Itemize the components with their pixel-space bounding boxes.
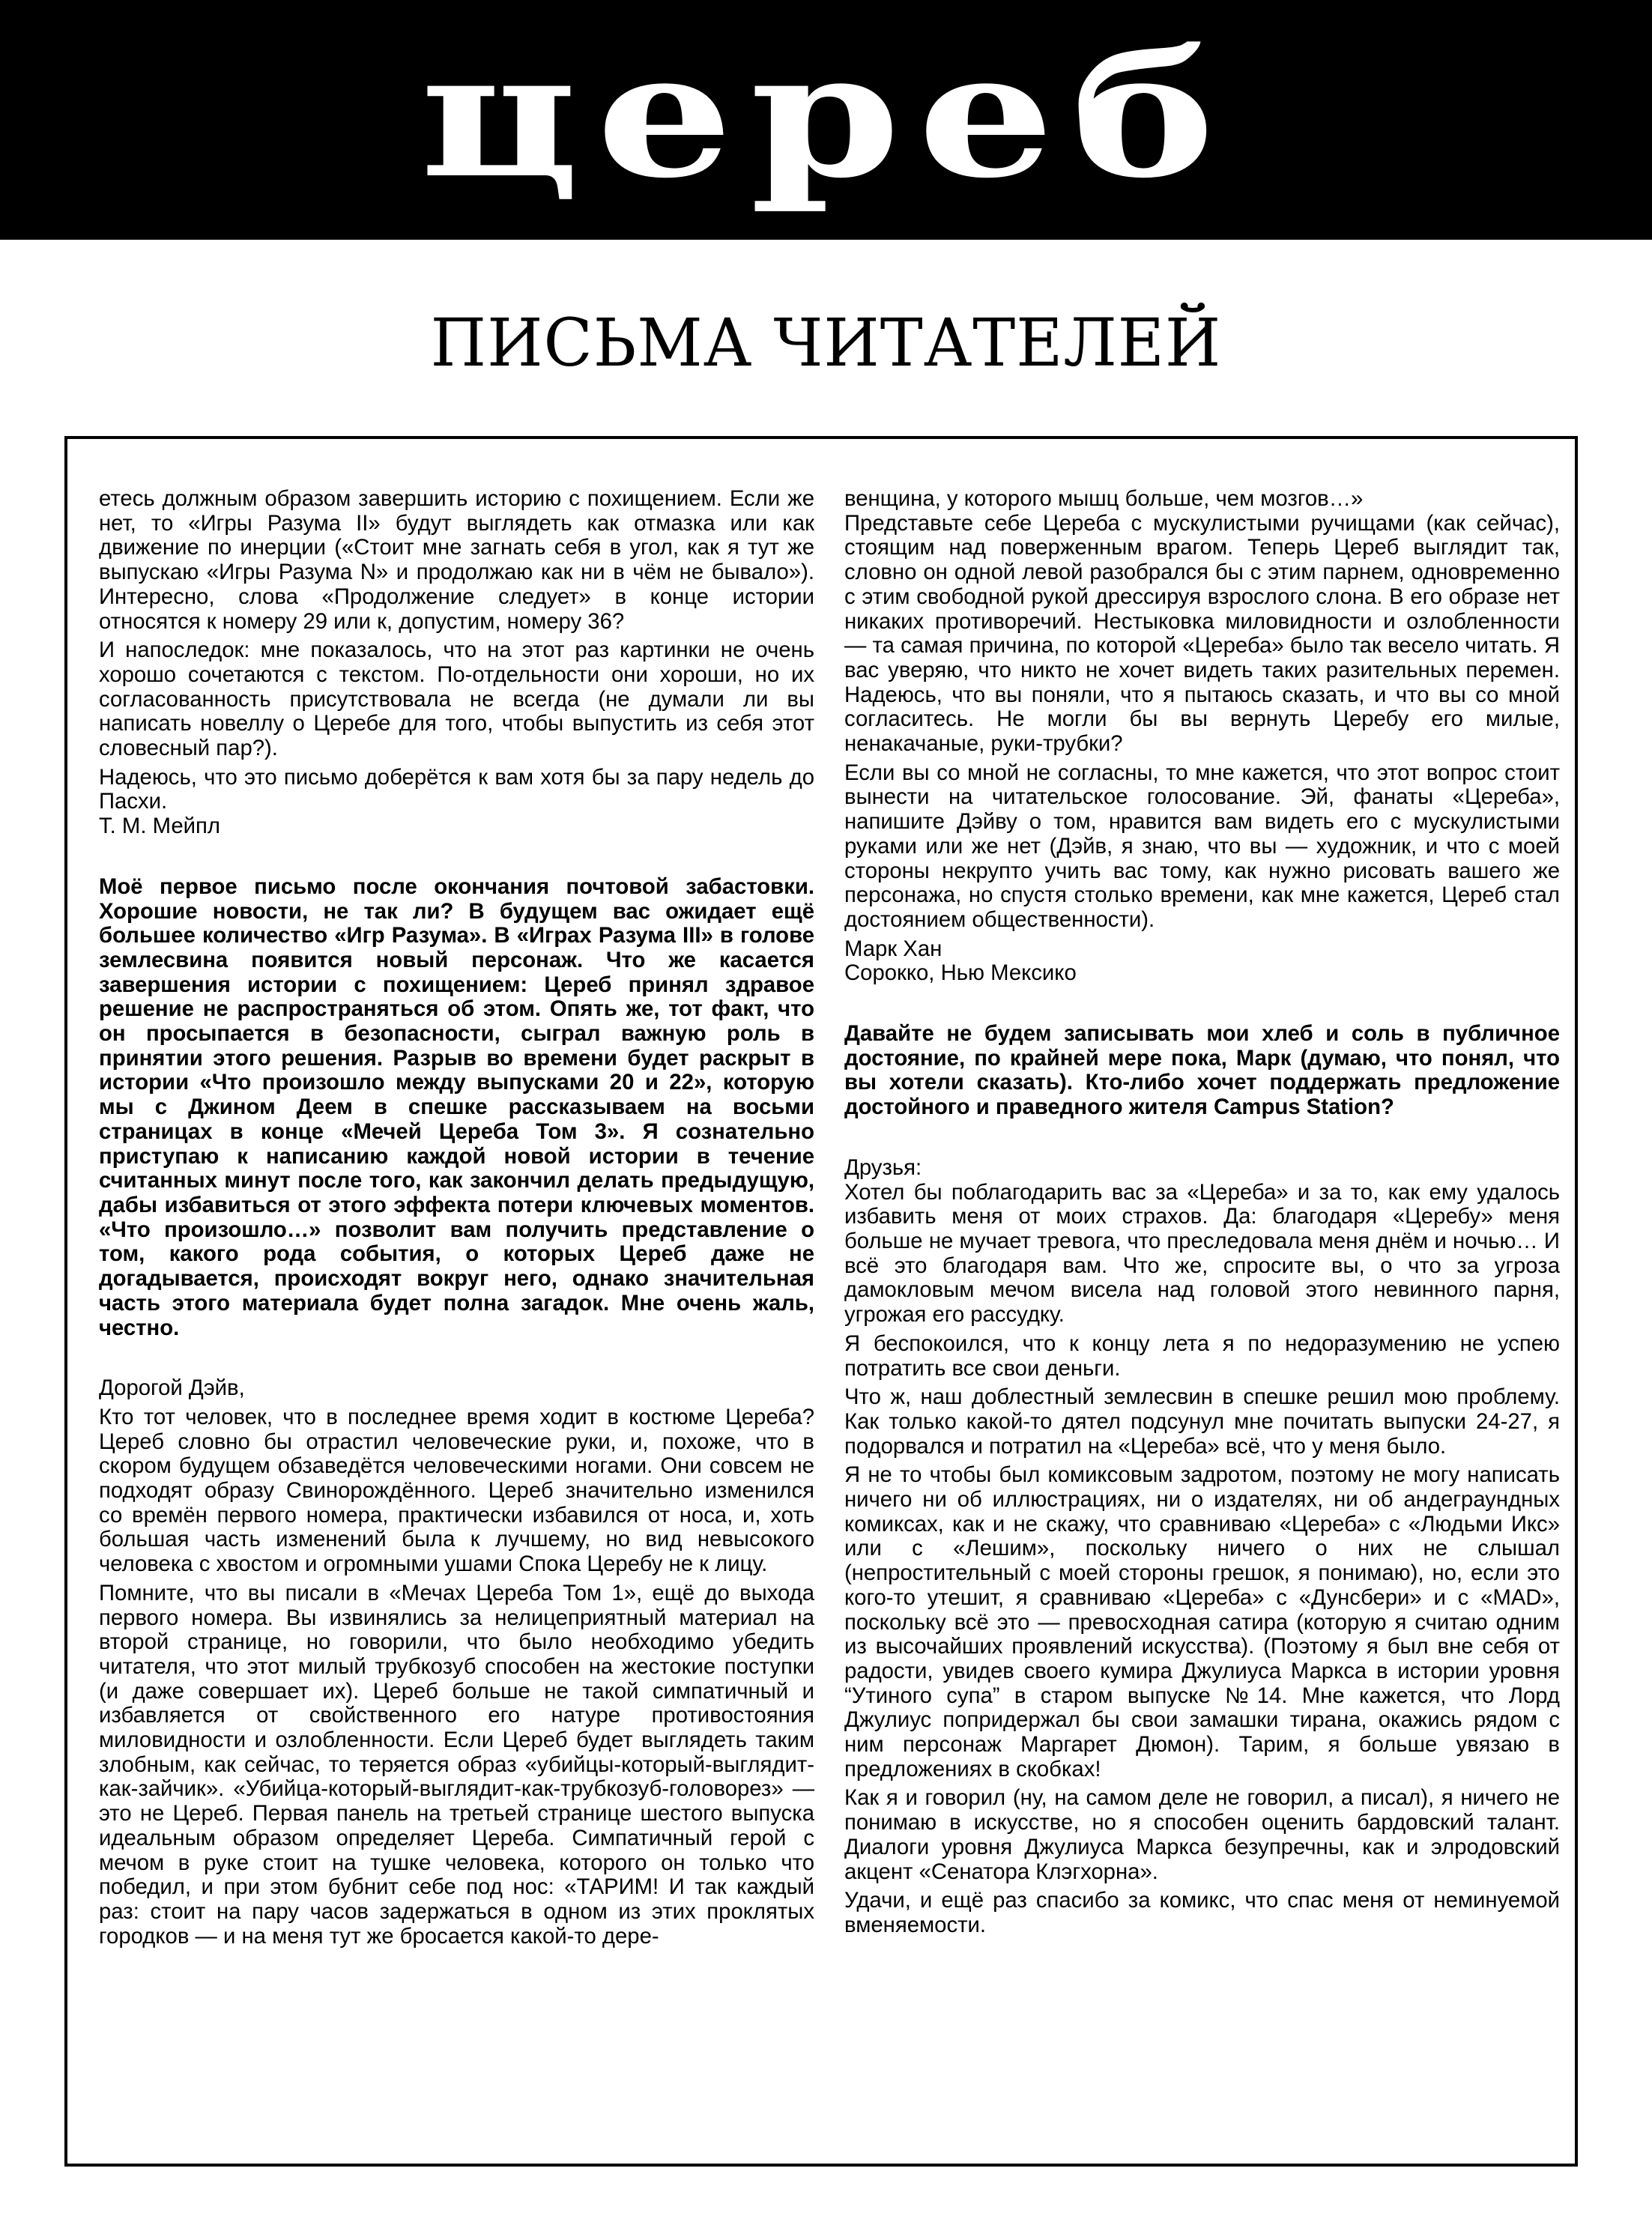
editor-reply: Давайте не будем записывать мои хлеб и соль в публичное достояние, по крайней мере пока, Марк (думаю, что понял, что вы хотели сказать). Кто-либо хочет поддержать предложение достойного и праведного жителя Campus Station? <box>844 1021 1560 1120</box>
right-column <box>844 487 1560 1943</box>
letter-salutation: Дорогой Дэйв, <box>99 1375 245 1401</box>
letter-signature: Марк Хан <box>844 936 943 961</box>
letter-paragraph: И напоследок: мне показалось, что на этот раз картинки не очень хорошо сочетаются с текстом. По-отдельности они хороши, но их согласованность присутствовала не всегда (не думали ли вы написать новеллу о Церебе для того, чтобы выпустить из себя этот словесный пар?). <box>99 638 814 761</box>
letter-paragraph: Если вы со мной не согласны, то мне кажется, что этот вопрос стоит вынести на читательское голосование. Эй, фанаты «Цереба», напишите Дэйву о том, нравится вам видеть его с мускулистыми руками или же нет (Дэйв, я знаю, что вы — художник, и что с моей стороны некрупто учить вас тому, как нужно рисовать вашего же персонажа, но спустя столько времени, как мне кажется, Цереб стал достоянием общественности). <box>844 760 1560 932</box>
masthead-title: цереб <box>420 14 1232 217</box>
letter-paragraph: Кто тот человек, что в последнее время ходит в костюме Цереба? Цереб словно бы отрастил человеческие руки, и, похоже, что в скором будущем обзаведётся человеческими ногами. Они совсем не подходят образу Свинорождённого. Цереб значительно изменился со времён первого номера, практически избавился от носа, и, хоть большая часть изменений была к лучшему, но вид невысокого человека с хвостом и огромными ушами Спока Церебу не к лицу. <box>99 1404 814 1577</box>
letter-paragraph: Я беспокоился, что к концу лета я по недоразумению не успею потратить все свои деньги. <box>844 1331 1560 1381</box>
letter-paragraph: етесь должным образом завершить историю с похищением. Если же нет, то «Игры Разума II» будут выглядеть как отмазка или как движение по инерции («Стоит мне загнать себя в угол, как я тут же выпускаю «Игры Разума N» и продолжаю как ни в чём не бывало»). Интересно, слова «Продолжение следует» в конце истории относятся к номеру 29 или к, допустим, номеру 36? <box>99 486 814 634</box>
letter-paragraph: венщина, у которого мышц больше, чем мозгов…» <box>844 486 1364 511</box>
letter-paragraph: Как я и говорил (ну, на самом деле не говорил, а писал), я ничего не понимаю в искусстве, но я способен оценить бардовский талант. Диалоги уровня Джулиуса Маркса безупречны, как и элродовский акцент «Сенатора Клэгхорна». <box>844 1785 1560 1884</box>
masthead <box>0 0 1652 240</box>
letter-salutation: Друзья: <box>844 1154 922 1180</box>
left-column <box>99 487 814 1953</box>
letter-paragraph: Что ж, наш доблестный землесвин в спешке решил мою проблему. Как только какой-то дятел подсунул мне почитать выпуски 24-27, я подорвался и потратил на «Цереба» всё, что у меня было. <box>844 1384 1560 1459</box>
letter-signature: Т. М. Мейпл <box>99 814 220 839</box>
letter-paragraph: Помните, что вы писали в «Мечах Цереба Том 1», ещё до выхода первого номера. Вы извинялись за нелицеприятный материал на второй странице, но говорили, что было необходимо убедить читателя, что этот милый трубкозуб способен на жестокие поступки (и даже совершает их). Цереб больше не такой симпатичный и избавляется от свойственного его натуре противостояния миловидности и озлобленности. Если Цереб будет выглядеть таким злобным, как сейчас, то теряется образ «убийцы-который-выглядит-как-зайчик». «Убийца-который-выглядит-как-трубкозуб-головорез» — это не Цереб. Первая панель на третьей странице шестого выпуска идеальным образом определяет Цереба. Симпатичный герой с мечом в руке стоит на тушке человека, которого он только что победил, и при этом бубнит себе под нос: «ТАРИМ! И так каждый раз: стоит на пару часов задержаться в одном из этих проклятых городков — и на меня тут же бросается какой-то дере- <box>99 1580 814 1949</box>
letter-paragraph: Надеюсь, что это письмо доберётся к вам хотя бы за пару недель до Пасхи. <box>99 764 814 814</box>
section-title: ПИСЬМА ЧИТАТЕЛЕЙ <box>430 304 1222 381</box>
letter-paragraph: Хотел бы поблагодарить вас за «Цереба» и за то, как ему удалось избавить меня от моих страхов. Да: благодаря «Церебу» меня больше не мучает тревога, что преследовала меня днём и ночью… И всё это благодаря вам. Что же, спросите вы, о что за угроза дамокловым мечом висела над головой этого невинного парня, угрожая его рассудку. <box>844 1179 1560 1328</box>
letter-paragraph: Я не то чтобы был комиксовым задротом, поэтому не могу написать ничего ни об иллюстрациях, ни о издателях, ни об андеграундных комиксах, как и не скажу, что сравниваю «Цереба» с «Людьми Икс» или с «Лешим», поскольку ничего о них не слышал (непростительный с моей стороны грешок, я понимаю), но, если это кого-то утешит, я сравниваю «Цереба» с «Дунсбери» и с «MAD», поскольку всё это — превосходная сатира (которую я считаю одним из высочайших проявлений искусства). (Поэтому я был вне себя от радости, увидев своего кумира Джулиуса Маркса в истории уровня “Утиного супа” в старом выпуске №14. Мне кажется, что Лорд Джулиус попридержал бы свои замашки тирана, окажись рядом с ним персонаж Маргарет Дюмон). Тарим, я больше увязаю в предложениях в скобках! <box>844 1462 1560 1781</box>
letter-signature-location: Сорокко, Нью Мексико <box>844 960 1077 986</box>
editor-reply: Моё первое письмо после окончания почтовой забастовки. Хорошие новости, не так ли? В будущем вас ожидает ещё большее количество «Игр Разума». В «Играх Разума III» в голове землесвина появится новый персонаж. Что же касается завершения истории с похищением: Цереб принял здравое решение не распространяться об этом. Опять же, тот факт, что он просыпается в безопасности, сыграл важную роль в принятии этого решения. Разрыв во времени будет раскрыт в истории «Что произошло между выпусками 20 и 22», которую мы с Джином Деем в спешке рассказываем на восьми страницах в конце «Мечей Цереба Том 3». Я сознательно приступаю к написанию каждой новой истории в течение считанных минут после того, как закончил делать предыдущую, дабы избавиться от этого эффекта потери ключевых моментов. «Что произошло…» позволит вам получить представление о том, какого рода события, о которых Цереб даже не догадывается, происходят вокруг него, однако значительная часть этого материала будет полна загадок. Мне очень жаль, честно. <box>99 874 814 1340</box>
letter-paragraph: Удачи, и ещё раз спасибо за комикс, что спас меня от неминуемой вменяемости. <box>844 1888 1560 1937</box>
letter-paragraph: Представьте себе Цереба с мускулистыми ручищами (как сейчас), стоящим над поверженным врагом. Теперь Цереб выглядит так, словно он одной левой разобрался бы с этим парнем, одновременно с этим свободной рукой дрессируя взрослого слона. В его образе нет никаких противоречий. Нестыковка миловидности и озлобленности — та самая причина, по которой «Цереба» было так весело читать. Я вас уверяю, что никто не хочет видеть таких разительных перемен. Надеюсь, что вы поняли, что я пытаюсь сказать, и что вы со мной согласитесь. Не могли бы вы вернуть Церебу его милые, ненакачаные, руки-трубки? <box>844 510 1560 757</box>
